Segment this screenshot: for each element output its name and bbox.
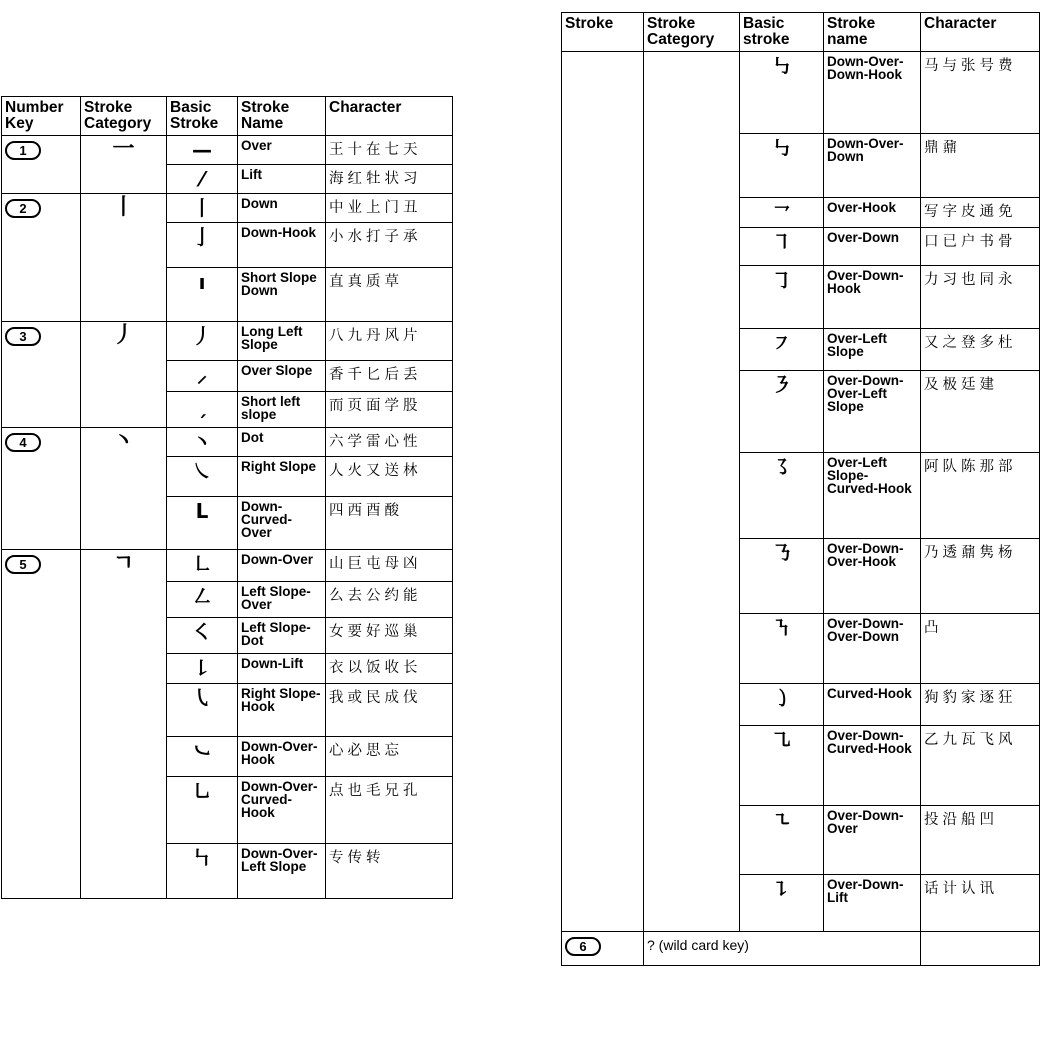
- header-character: Character: [326, 97, 453, 136]
- example-characters: 专传转: [326, 844, 453, 899]
- stroke-category: 丶: [81, 428, 167, 550]
- stroke-name: Over-Down-Over-Hook: [824, 539, 921, 614]
- stroke-name: Down-Over-Hook: [238, 737, 326, 777]
- stroke-name: Over-Down-Over-Left Slope: [824, 371, 921, 453]
- stroke-category: 丿: [81, 322, 167, 428]
- example-characters: 心必思忘: [326, 737, 453, 777]
- basic-stroke-glyph: —: [167, 136, 238, 165]
- basic-stroke-glyph: ㇆: [740, 266, 824, 329]
- basic-stroke-glyph: ㇌: [740, 453, 824, 539]
- example-characters: 狗豹家逐狂: [921, 684, 1040, 726]
- example-characters: [921, 932, 1040, 966]
- stroke-name: Over-Down-Hook: [824, 266, 921, 329]
- header-stroke: Stroke: [562, 13, 644, 52]
- example-characters: 马与张号费: [921, 52, 1040, 134]
- example-characters: 中业上门丑: [326, 194, 453, 223]
- example-characters: 八九丹风片: [326, 322, 453, 361]
- example-characters: 我或民成伐: [326, 684, 453, 737]
- example-characters: 及极廷建: [921, 371, 1040, 453]
- stroke-name: Over-Down-Lift: [824, 875, 921, 932]
- stroke-table-right: [561, 12, 1040, 966]
- basic-stroke-glyph: ⁄: [167, 165, 238, 194]
- number-key-icon: 6: [565, 937, 601, 956]
- stroke-name: Over-Down-Curved-Hook: [824, 726, 921, 806]
- stroke-name: Over-Left Slope: [824, 329, 921, 371]
- stroke-name: Short Slope Down: [238, 268, 326, 322]
- stroke-name: Over-Left Slope-Curved-Hook: [824, 453, 921, 539]
- basic-stroke-glyph: ㇟: [167, 777, 238, 844]
- example-characters: 阿队陈那部: [921, 453, 1040, 539]
- example-characters: 写字皮通免: [921, 198, 1040, 228]
- basic-stroke-glyph: ㇉: [740, 134, 824, 198]
- basic-stroke-glyph: 亅: [167, 223, 238, 268]
- basic-stroke-glyph: ㇊: [740, 875, 824, 932]
- stroke-name: Over-Down-Over: [824, 806, 921, 875]
- table-row: [2, 322, 453, 361]
- basic-stroke-glyph: ⸝: [167, 361, 238, 392]
- header-stroke-name: Stroke Name: [238, 97, 326, 136]
- basic-stroke-glyph: ı: [167, 268, 238, 322]
- stroke-name: Down-Over-Curved-Hook: [238, 777, 326, 844]
- stroke-name: Over-Down: [824, 228, 921, 266]
- example-characters: 人火又送林: [326, 457, 453, 497]
- example-characters: 投沿船凹: [921, 806, 1040, 875]
- stroke-name: Right Slope: [238, 457, 326, 497]
- stroke-name: Over-Hook: [824, 198, 921, 228]
- number-key-cell: [2, 136, 81, 194]
- basic-stroke-glyph: ㇇: [740, 329, 824, 371]
- basic-stroke-glyph: ˏ: [167, 392, 238, 428]
- example-characters: 海红牡状习: [326, 165, 453, 194]
- example-characters: 鼎鼐: [921, 134, 1040, 198]
- stroke-key-cell: [562, 52, 644, 932]
- stroke-name: Over: [238, 136, 326, 165]
- table-row: [2, 428, 453, 457]
- basic-stroke-glyph: ㇡: [740, 539, 824, 614]
- stroke-table-left: [1, 96, 453, 899]
- header-stroke-name: Stroke name: [824, 13, 921, 52]
- example-characters: 衣以饭收长: [326, 654, 453, 684]
- stroke-name: Down-Over-Down: [824, 134, 921, 198]
- stroke-name: Down-Hook: [238, 223, 326, 268]
- basic-stroke-glyph: ㇎: [740, 614, 824, 684]
- number-key-icon: 4: [5, 433, 41, 452]
- stroke-name: Down-Lift: [238, 654, 326, 684]
- example-characters: 小水打子承: [326, 223, 453, 268]
- table-row: [2, 550, 453, 582]
- basic-stroke-glyph: ㇈: [740, 726, 824, 806]
- example-characters: 凸: [921, 614, 1040, 684]
- stroke-name: Left Slope-Dot: [238, 618, 326, 654]
- number-key-cell: [2, 550, 81, 899]
- stroke-name: Down-Curved-Over: [238, 497, 326, 550]
- stroke-category: ㄱ: [81, 550, 167, 899]
- header-row: [2, 97, 453, 136]
- basic-stroke-glyph: L: [167, 497, 238, 550]
- basic-stroke-glyph: 丨: [167, 194, 238, 223]
- header-basic-stroke: Basic stroke: [740, 13, 824, 52]
- header-number-key: Number Key: [2, 97, 81, 136]
- basic-stroke-glyph: ㇜: [167, 582, 238, 618]
- stroke-name: Down-Over-Down-Hook: [824, 52, 921, 134]
- table-row: [2, 136, 453, 165]
- stroke-name: Dot: [238, 428, 326, 457]
- example-characters: 乙九瓦飞风: [921, 726, 1040, 806]
- stroke-name: Down: [238, 194, 326, 223]
- basic-stroke-glyph: 丿: [167, 322, 238, 361]
- basic-stroke-glyph: 丶: [167, 428, 238, 457]
- number-key-cell: [562, 932, 644, 966]
- wild-card-row: [562, 932, 1040, 966]
- example-characters: 口已户书骨: [921, 228, 1040, 266]
- number-key-icon: 3: [5, 327, 41, 346]
- stroke-name: Lift: [238, 165, 326, 194]
- stroke-category: [644, 52, 740, 932]
- basic-stroke-glyph: ㇖: [740, 198, 824, 228]
- header-row: [562, 13, 1040, 52]
- example-characters: 力习也同永: [921, 266, 1040, 329]
- header-stroke-category: Stroke Category: [644, 13, 740, 52]
- stroke-name: Left Slope-Over: [238, 582, 326, 618]
- wild-card-label: ? (wild card key): [644, 932, 921, 966]
- example-characters: 直真质草: [326, 268, 453, 322]
- example-characters: 香千匕后丢: [326, 361, 453, 392]
- stroke-category: 丨: [81, 194, 167, 322]
- table-row: [2, 194, 453, 223]
- stroke-name: Over Slope: [238, 361, 326, 392]
- stroke-name: Over-Down-Over-Down: [824, 614, 921, 684]
- stroke-name: Down-Over-Left Slope: [238, 844, 326, 899]
- number-key-icon: 1: [5, 141, 41, 160]
- example-characters: 女要好巡巢: [326, 618, 453, 654]
- header-basic-stroke: Basic Stroke: [167, 97, 238, 136]
- example-characters: 而页面学股: [326, 392, 453, 428]
- number-key-cell: [2, 428, 81, 550]
- number-key-icon: 5: [5, 555, 41, 574]
- basic-stroke-glyph: ㇂: [167, 684, 238, 737]
- number-key-cell: [2, 322, 81, 428]
- table-row: [562, 52, 1040, 134]
- example-characters: 话计认讯: [921, 875, 1040, 932]
- basic-stroke-glyph: ㇉: [740, 52, 824, 134]
- header-character: Character: [921, 13, 1040, 52]
- basic-stroke-glyph: ㇁: [740, 684, 824, 726]
- stroke-name: Down-Over: [238, 550, 326, 582]
- example-characters: 点也毛兄孔: [326, 777, 453, 844]
- stroke-name: Right Slope-Hook: [238, 684, 326, 737]
- example-characters: 四西酉酸: [326, 497, 453, 550]
- number-key-icon: 2: [5, 199, 41, 218]
- header-stroke-category: Stroke Category: [81, 97, 167, 136]
- example-characters: 么去公约能: [326, 582, 453, 618]
- stroke-name: Curved-Hook: [824, 684, 921, 726]
- basic-stroke-glyph: ㇍: [740, 806, 824, 875]
- basic-stroke-glyph: ㇙: [167, 654, 238, 684]
- basic-stroke-glyph: ㇗: [167, 550, 238, 582]
- basic-stroke-glyph: ㇕: [740, 228, 824, 266]
- stroke-name: Short left slope: [238, 392, 326, 428]
- example-characters: 王十在七天: [326, 136, 453, 165]
- basic-stroke-glyph: ㇞: [167, 844, 238, 899]
- basic-stroke-glyph: ㇃: [167, 737, 238, 777]
- stroke-category: 一: [81, 136, 167, 194]
- stroke-name: Long Left Slope: [238, 322, 326, 361]
- basic-stroke-glyph: ㇛: [167, 618, 238, 654]
- example-characters: 山巨屯母凶: [326, 550, 453, 582]
- basic-stroke-glyph: ㇏: [167, 457, 238, 497]
- basic-stroke-glyph: ㇋: [740, 371, 824, 453]
- example-characters: 乃透鼐隽杨: [921, 539, 1040, 614]
- example-characters: 六学雷心性: [326, 428, 453, 457]
- number-key-cell: [2, 194, 81, 322]
- example-characters: 又之登多杜: [921, 329, 1040, 371]
